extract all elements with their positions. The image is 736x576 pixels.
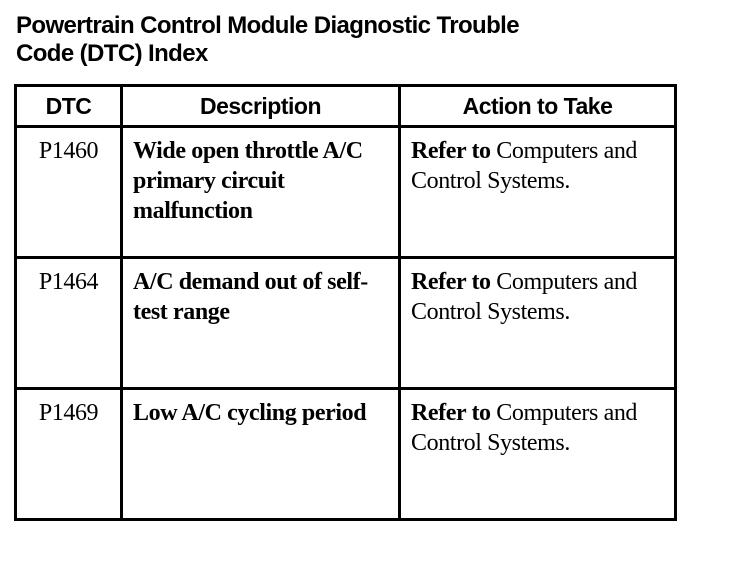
action-lead-text: Refer to: [411, 269, 491, 295]
dtc-table: [14, 84, 677, 521]
description-cell: A/C demand out of self-test range: [122, 258, 400, 389]
description-cell: Low A/C cycling period: [122, 389, 400, 520]
action-cell: [400, 127, 676, 258]
dtc-code-cell: P1469: [16, 389, 122, 520]
table-header: [16, 86, 676, 127]
header-row: [16, 86, 676, 127]
column-header-action: Action to Take: [400, 86, 676, 127]
title-line-2: Code (DTC) Index: [16, 40, 208, 67]
dtc-code-cell: P1464: [16, 258, 122, 389]
dtc-code-cell: P1460: [16, 127, 122, 258]
title-line-1: Powertrain Control Module Diagnostic Trouble: [16, 12, 519, 39]
action-reference-text: Computers and Control Systems.: [411, 138, 638, 194]
action-reference-text: Computers and Control Systems.: [411, 400, 638, 456]
column-header-description: Description: [122, 86, 400, 127]
action-cell: [400, 389, 676, 520]
table-row: [16, 258, 676, 389]
table-row: [16, 389, 676, 520]
page-title: [16, 12, 656, 68]
table-row: [16, 127, 676, 258]
table-body: [16, 127, 676, 520]
action-lead-text: Refer to: [411, 138, 491, 164]
action-lead-text: Refer to: [411, 400, 491, 426]
description-cell: Wide open throttle A/C primary circuit malfunction: [122, 127, 400, 258]
action-reference-text: Computers and Control Systems.: [411, 269, 638, 325]
column-header-dtc: DTC: [16, 86, 122, 127]
action-cell: [400, 258, 676, 389]
